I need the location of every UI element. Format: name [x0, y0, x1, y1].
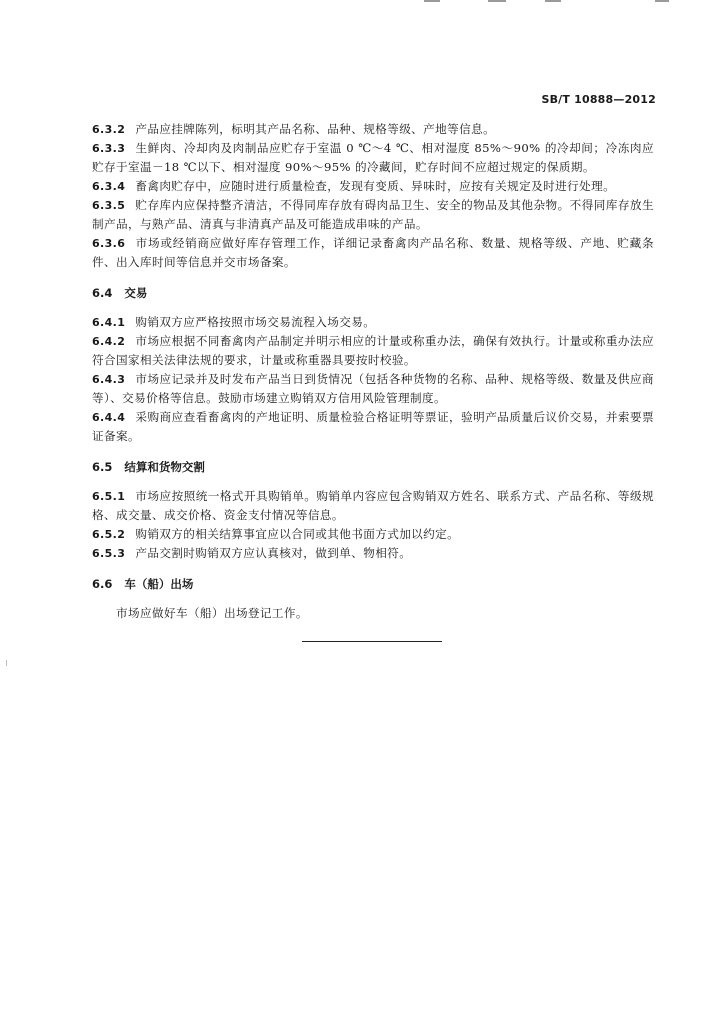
clause-text: 结算和货物交割: [124, 460, 205, 474]
scan-artifact: [424, 0, 440, 2]
scan-artifact: [545, 0, 561, 2]
clause-number: 6.3.4: [92, 180, 126, 193]
clause-number: 6.4: [92, 286, 113, 300]
section-heading: [92, 575, 654, 594]
clause-number: 6.4.1: [92, 316, 126, 329]
body-paragraph: [92, 604, 654, 623]
clause-number: 6.5: [92, 460, 113, 474]
clause-number: 6.4.2: [92, 335, 126, 348]
clause-text: 购销双方的相关结算事宜应以合同或其他书面方式加以约定。: [135, 527, 460, 541]
clause-text: 购销双方应严格按照市场交易流程入场交易。: [135, 315, 376, 329]
scan-artifact: [6, 660, 7, 666]
end-of-document-rule: [302, 641, 442, 642]
clause-paragraph: [92, 544, 654, 563]
clause-text: 市场或经销商应做好库存管理工作，详细记录畜禽肉产品名称、数量、规格等级、产地、贮藏条件、出入库时间等信息并交市场备案。: [92, 236, 654, 269]
clause-paragraph: [92, 234, 654, 272]
scan-artifact: [655, 0, 669, 2]
clause-number: 6.4.4: [92, 411, 126, 424]
scan-artifact: [488, 0, 506, 2]
clause-text: 畜禽肉贮存中，应随时进行质量检查，发现有变质、异味时，应按有关规定及时进行处理。: [135, 179, 616, 193]
clause-number: 6.5.2: [92, 528, 126, 541]
clause-paragraph: [92, 139, 654, 177]
clause-paragraph: [92, 196, 654, 234]
clause-paragraph: [92, 370, 654, 408]
clause-text: 市场应按照统一格式开具购销单。购销单内容应包含购销双方姓名、联系方式、产品名称、等级规格、成交量、成交价格、资金支付情况等信息。: [92, 489, 654, 522]
section-heading: [92, 284, 654, 303]
clause-number: 6.3.2: [92, 123, 126, 136]
clause-text: 市场应记录并及时发布产品当日到货情况（包括各种货物的名称、品种、规格等级、数量及供应商等）、交易价格等信息。鼓励市场建立购销双方信用风险管理制度。: [92, 372, 654, 405]
clause-text: 产品交割时购销双方应认真核对，做到单、物相符。: [135, 546, 412, 560]
clause-paragraph: [92, 177, 654, 196]
clause-number: 6.5.3: [92, 547, 126, 560]
clause-text: 车（船）出场: [124, 577, 194, 591]
clause-paragraph: [92, 525, 654, 544]
clause-text: 生鲜肉、冷却肉及肉制品应贮存于室温 0 ℃～4 ℃、相对湿度 85%～90% 的冷却间；冷冻肉应贮存于室温－18 ℃以下、相对湿度 90%～95% 的冷藏间，贮存时间不应超过规定的保质期。: [92, 141, 654, 174]
clause-number: 6.3.6: [92, 237, 126, 250]
standard-code: SB/T 10888—2012: [541, 93, 656, 106]
clause-number: 6.3.5: [92, 199, 126, 212]
clause-paragraph: [92, 408, 654, 446]
section-heading: [92, 458, 654, 477]
clause-text: 交易: [124, 286, 148, 300]
clause-number: 6.6: [92, 577, 113, 591]
document-body: [92, 120, 654, 623]
clause-text: 市场应根据不同畜禽肉产品制定并明示相应的计量或称重办法，确保有效执行。计量或称重办法应符合国家相关法律法规的要求，计量或称重器具要按时校验。: [92, 334, 654, 367]
clause-number: 6.5.1: [92, 490, 126, 503]
clause-text: 采购商应查看畜禽肉的产地证明、质量检验合格证明等票证，验明产品质量后议价交易，并索要票证备案。: [92, 410, 654, 443]
clause-text: 贮存库内应保持整齐清洁，不得同库存放有碍肉品卫生、安全的物品及其他杂物。不得同库存放生制产品，与熟产品、清真与非清真产品及可能造成串味的产品。: [92, 198, 654, 231]
clause-number: 6.3.3: [92, 142, 126, 155]
clause-number: 6.4.3: [92, 373, 126, 386]
clause-paragraph: [92, 120, 654, 139]
clause-paragraph: [92, 487, 654, 525]
clause-paragraph: [92, 313, 654, 332]
clause-text: 市场应做好车（船）出场登记工作。: [116, 606, 308, 620]
clause-paragraph: [92, 332, 654, 370]
clause-text: 产品应挂牌陈列，标明其产品名称、品种、规格等级、产地等信息。: [135, 122, 496, 136]
